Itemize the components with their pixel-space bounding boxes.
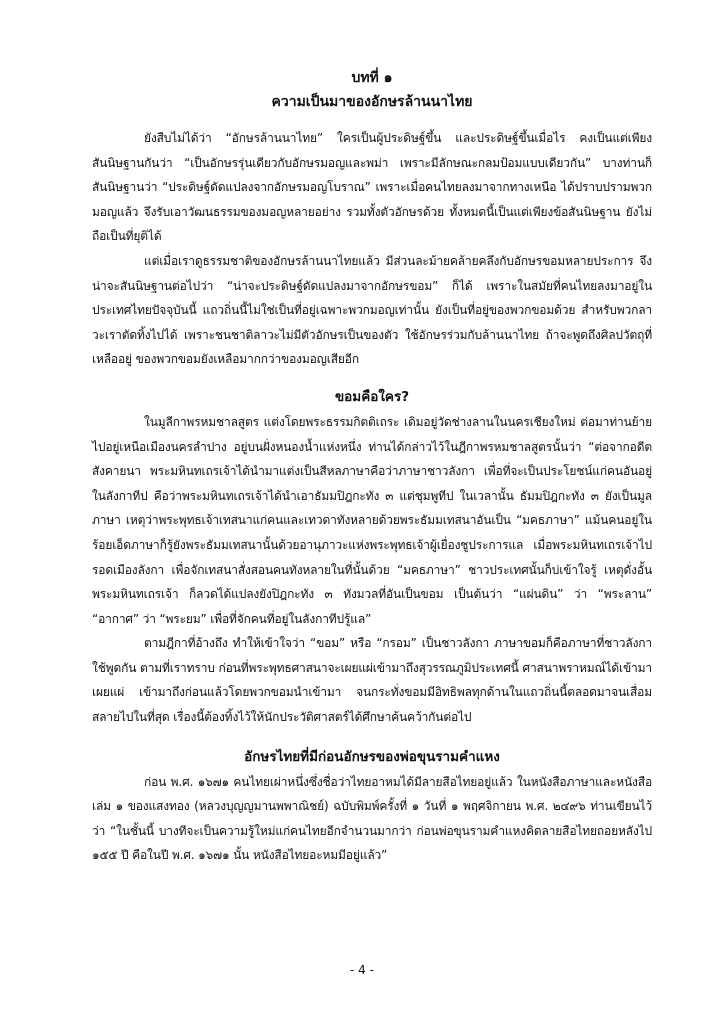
- intro-paragraph-2: แต่เมื่อเราดูธรรมชาติของอักษรล้านนาไทยแล้ว มีส่วนละม้ายคล้ายคลึงกับอักษรขอมหลายประการ จึงน่าจะสันนิษฐานต่อไปว่า “น่าจะประดิษฐ์ดัดแปลงมาจากอักษรขอม” ก็ได้ เพราะในสมัยที่คนไทยลงมาอยู่ในประเทศไทยปัจจุบันนี้ แถวถิ่นนี้ไม่ใช่เป็นที่อยู่เฉพาะพวกมอญเท่านั้น ยังเป็นที่อยู่ของพวกขอมด้วย สำหรับพวกลาวะเราตัดทิ้งไปได้ เพราะชนชาติลาวะไม่มีตัวอักษรเป็นของตัว ใช้อักษรร่วมกับล้านนาไทย ถ้าจะพูดถึงศิลปวัตถุที่เหลืออยู่ ของพวกขอมยังเหลือมากกว่าของมอญเสียอีก: [92, 253, 652, 367]
- chapter-heading: บทที่ ๑: [351, 70, 393, 86]
- page-number: - 4 -: [350, 963, 374, 977]
- section2-paragraph-1: ก่อน พ.ศ. ๑๖๗๑ คนไทยเผ่าหนึ่งซึ่งชื่อว่าไทยอาหมได้มีลายสือไทยอยู่แล้ว ในหนังสือภาษาและหนังสือเล่ม ๑ ของแสงทอง (หลวงบุญญมานพพาณิชย์) ฉบับพิมพ์ครั้งที่ ๑ วันที่ ๑ พฤศจิกายน พ.ศ. ๒๔๙๖ ท่านเขียนไว้ว่า “ในชั้นนี้ บางทีจะเป็นความรู้ใหม่แก่คนไทยอีกจำนวนมากว่า ก่อนพ่อขุนรามคำแหงคิดลายสือไทยถอยหลังไป ๑๕๕ ปี คือในปี พ.ศ. ๑๖๗๑ นั้น หนังสือไทยอะหมมีอยู่แล้ว”: [92, 774, 652, 863]
- chapter-title: ความเป็นมาของอักษรล้านนาไทย: [271, 94, 473, 110]
- section-heading-who-is-khom: ขอมคือใคร?: [334, 388, 410, 405]
- intro-paragraph-1: ยังสืบไม่ได้ว่า “อักษรล้านนาไทย” ใครเป็นผู้ประดิษฐ์ขึ้น และประดิษฐ์ขึ้นเมื่อไร คงเป็นแต่เพียง สันนิษฐานกันว่า “เป็นอักษรรุ่นเดียวกับอักษรมอญและพม่า เพราะมีลักษณะกลมป้อมแบบเดียวกัน” บางท่านก็สันนิษฐานว่า “ประดิษฐ์ดัดแปลงจากอักษรมอญโบราณ” เพราะเมื่อคนไทยลงมาจากทางเหนือ ได้ปราบปรามพวกมอญแล้ว จึงรับเอาวัฒนธรรมของมอญหลายอย่าง รวมทั้งตัวอักษรด้วย ทั้งหมดนี้เป็นแต่เพียงข้อสันนิษฐาน ยังไม่ถือเป็นที่ยุติได้: [92, 131, 652, 244]
- document-page: [92, 68, 652, 868]
- section-heading-thai-script-before-ramkhamhaeng: อักษรไทยที่มีก่อนอักษรของพ่อขุนรามคำแหง: [244, 748, 500, 765]
- section1-paragraph-1: ในมูลีกาพรหมชาลสูตร แต่งโดยพระธรรมกิตติเถระ เดิมอยู่วัดช่างลานในนครเชียงใหม่ ต่อมาท่านย้ายไปอยู่เหนือเมืองนครลำปาง อยู่บนฝั่งหนองน้ำแห่งหนึ่ง ท่านได้กล่าวไว้ในฎีกาพรหมชาลสูตรนั้นว่า “ต่อจากอดีตสังคายนา พระมหินทเถรเจ้าได้นำมาแต่งเป็นสีหลภาษาคือว่าภาษาชาวลังกา เพื่อที่จะเป็นประโยชน์แก่คนอันอยู่ในลังกาทีป คือว่าพระมหินทเถรเจ้าได้นำเอาธัมมปิฎกะทัง ๓ แต่ชุมพูทีป ในเวลานั้น ธัมมปิฎกะทัง ๓ ยังเป็นมูลภาษา เหตุว่าพระพุทธเจ้าเทสนาแก่คนและเทวดาทังหลายด้วยพระธัมมเทสนาอันเป็น “มคธภาษา” แม้นคนอยู่ในร้อยเอ็ดภาษาก็รู้ยังพระธัมมเทสนานั้นด้วยอานุภาวะแห่งพระพุทธเจ้าผู้เยื่องชูประการแล เมื่อพระมหินทเถรเจ้าไปรอดเมืองลังกา เพื่อจักเทสนาสั่งสอนคนทังหลายในที่นั้นด้วย “มคธภาษา” ชาวประเทศนั้นก็บ่เข้าใจรู้ เหตุดั่งอั้น พระมหินทเถรเจ้า ก็ลวดได้แปลงยังปิฎกะทัง ๓ ทังมวลที่อันเป็นขอม เป็นต้นว่า “แผ่นดิน” ว่า “พระลาน” “อากาศ” ว่า “พระยม” เพื่อที่จักคนที่อยู่ในลังกาทีปรู้แล”: [92, 414, 652, 626]
- section1-paragraph-2: ตามฎีกาที่อ้างถึง ทำให้เข้าใจว่า “ขอม” หรือ “กรอม” เป็นชาวลังกา ภาษาขอมก็คือภาษาที่ชาวลังกาใช้พูดกัน ตามที่เราทราบ ก่อนที่พระพุทธศาสนาจะเผยแผ่เข้ามาถึงสุวรรณภูมิประเทศนี้ ศาสนาพราหมณ์ได้เข้ามาเผยแผ่ เข้ามาถึงก่อนแล้วโดยพวกขอมนำเข้ามา จนกระทั่งขอมมีอิทธิพลทุกด้านในแถวถิ่นนี้ตลอดมาจนเสื่อมสลายไปในที่สุด เรื่องนี้ต้องทิ้งไว้ให้นักประวัติศาสตร์ได้ศึกษาค้นคว้ากันต่อไป: [92, 636, 652, 725]
